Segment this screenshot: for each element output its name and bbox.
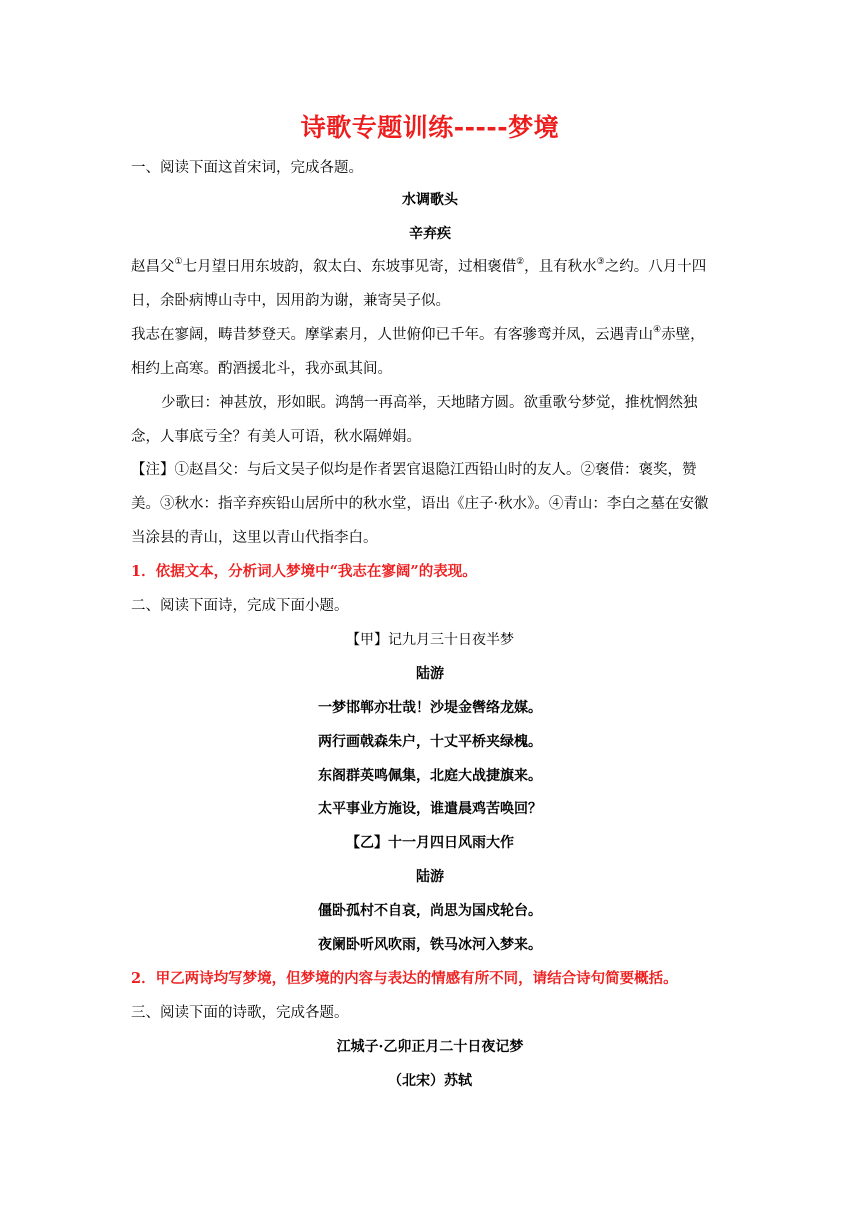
- section1-poem-title: 水调歌头: [402, 192, 458, 208]
- section3-poem-title: 江城子·乙卯正月二十日夜记梦: [336, 1039, 524, 1055]
- question-2: 2．甲乙两诗均写梦境，但梦境的内容与表达的情感有所不同，请结合诗句简要概括。: [131, 970, 678, 987]
- poem-b-line: 僵卧孤村不自哀，尚思为国戍轮台。: [318, 903, 542, 919]
- section1-note-line1: 【注】①赵昌父：与后文吴子似均是作者罢官退隐江西铅山时的友人。②褒借：褒奖，赞: [131, 462, 697, 478]
- section1-heading: 一、阅读下面这首宋词，完成各题。: [131, 160, 363, 176]
- poem-a-author: 陆游: [416, 666, 444, 682]
- footnote-ref: ①: [174, 257, 183, 268]
- section1-note-line2: 美。③秋水：指辛弃疾铅山居所中的秋水堂，语出《庄子·秋水》。④青山：李白之墓在安徽: [131, 496, 709, 512]
- preface-text-4: 之约。八月十四: [604, 259, 707, 275]
- poem-a-line: 一梦邯郸亦壮哉！沙堤金辔络龙媒。: [318, 700, 542, 716]
- section1-note-line3: 当涂县的青山，这里以青山代指李白。: [131, 530, 378, 546]
- poem-a-line: 两行画戟森朱户，十丈平桥夹绿槐。: [318, 734, 542, 750]
- footnote-ref: ②: [516, 257, 525, 268]
- poem-b-author: 陆游: [416, 869, 444, 885]
- section1-stanza1-line2: 相约上高寒。酌酒援北斗，我亦虱其间。: [131, 361, 392, 377]
- section1-stanza2-line2: 念，人事底亏全？有美人可语，秋水隔婵娟。: [131, 429, 421, 445]
- section1-stanza1-line1: [131, 325, 705, 345]
- section1-preface-line2: 日，余卧病博山寺中，因用韵为谢，兼寄吴子似。: [131, 293, 450, 309]
- section1-preface-line1: [131, 257, 706, 277]
- poem-a-title: 【甲】记九月三十日夜半梦: [346, 632, 514, 648]
- footnote-ref: ③: [596, 257, 605, 268]
- preface-text-2: 七月望日用东坡韵，叙太白、东坡事见寄，过相褒借: [182, 259, 517, 275]
- question-1: 1．依据文本，分析词人梦境中“我志在寥阔”的表现。: [131, 563, 477, 580]
- poem-b-title: 【乙】十一月四日风雨大作: [346, 835, 514, 851]
- page-title: 诗歌专题训练-----梦境: [300, 113, 560, 142]
- section1-stanza2-line1: 少歌曰：神甚放，形如眠。鸿鹄一再高举，天地睹方圆。欲重歌兮梦觉，推枕惘然独: [161, 395, 698, 411]
- stanza-text: 赤壁，: [661, 327, 705, 343]
- section3-heading: 三、阅读下面的诗歌，完成各题。: [131, 1005, 349, 1021]
- stanza-text: 我志在寥阔，畴昔梦登天。摩挲素月，人世俯仰已千年。有客骖鸾并凤，云遇青山: [131, 327, 653, 343]
- poem-a-line: 东阁群英鸣佩集，北庭大战捷旗来。: [318, 768, 542, 784]
- poem-b-line: 夜阑卧听风吹雨，铁马冰河入梦来。: [318, 937, 542, 953]
- section1-author: 辛弃疾: [409, 226, 451, 242]
- preface-text-1: 赵昌父: [131, 259, 175, 275]
- preface-text-3: ，且有秋水: [524, 259, 597, 275]
- section2-heading: 二、阅读下面诗，完成下面小题。: [131, 598, 349, 614]
- footnote-ref: ④: [653, 325, 662, 336]
- section3-author: （北宋）苏轼: [388, 1073, 472, 1089]
- poem-a-line: 太平事业方施设，谁遣晨鸡苦唤回？: [318, 801, 542, 817]
